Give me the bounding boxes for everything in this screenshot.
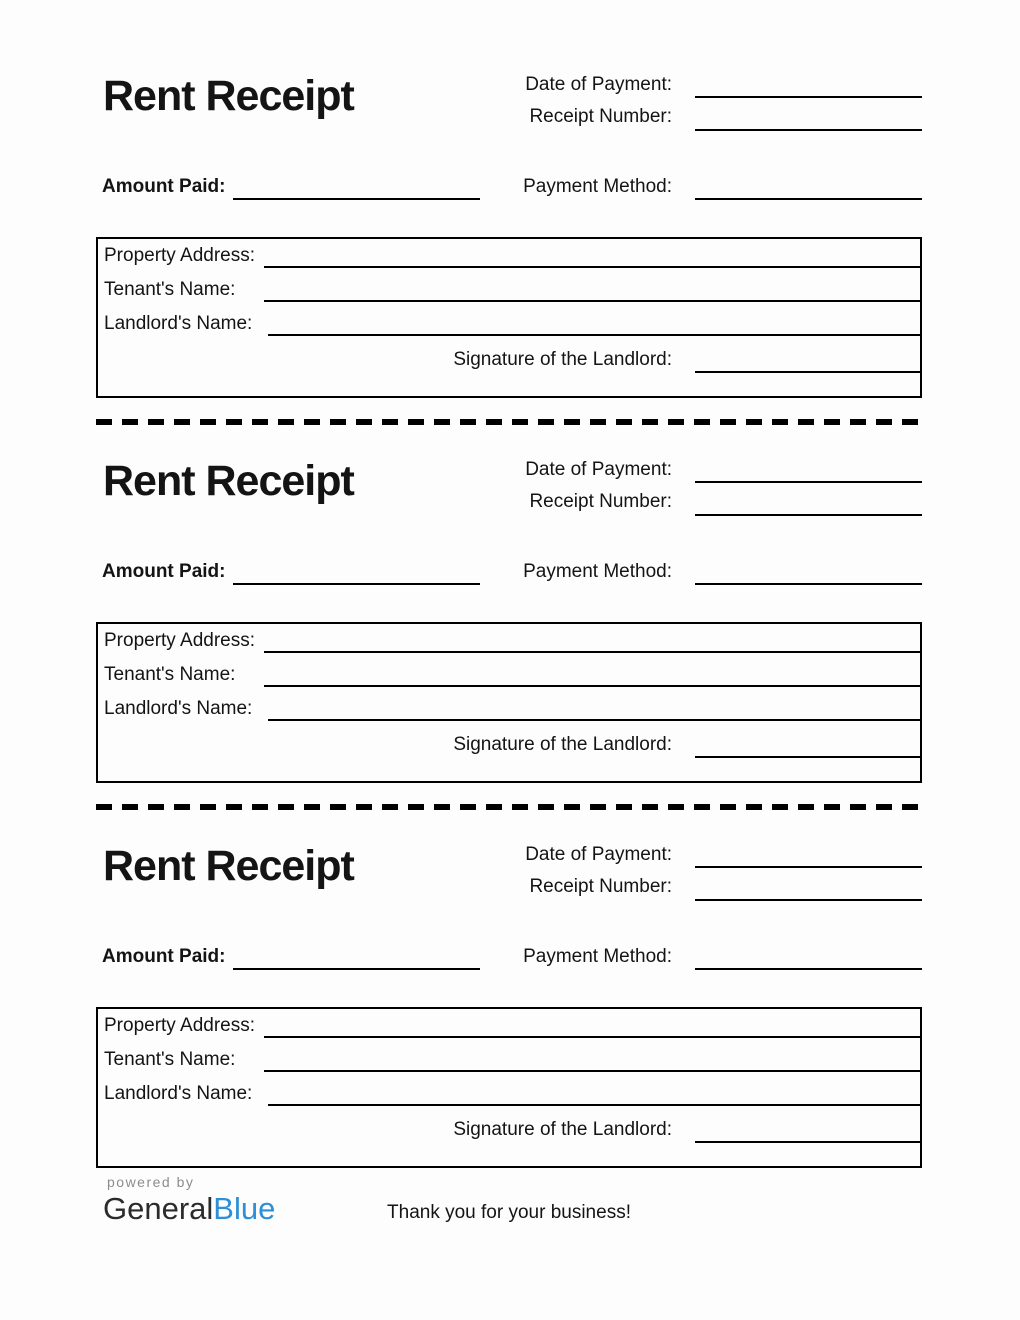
tenants-name-label: Tenant's Name: (104, 664, 236, 685)
tenants-name-field[interactable] (264, 1070, 920, 1072)
landlords-name-label: Landlord's Name: (104, 313, 253, 334)
signature-label: Signature of the Landlord: (453, 349, 672, 370)
payment-method-label: Payment Method: (523, 946, 672, 967)
property-address-label: Property Address: (104, 630, 256, 651)
brand-general: General (103, 1191, 214, 1226)
tenant-landlord-box (96, 1007, 922, 1168)
brand-blue: Blue (213, 1191, 276, 1226)
receipt-title: Rent Receipt (103, 457, 354, 505)
signature-field[interactable] (695, 371, 920, 373)
rent-receipt-section-3 (96, 828, 922, 1213)
tenants-name-field[interactable] (264, 685, 920, 687)
property-address-label: Property Address: (104, 1015, 256, 1036)
payment-method-field[interactable] (695, 198, 922, 200)
landlords-name-label: Landlord's Name: (104, 698, 253, 719)
signature-field[interactable] (695, 1141, 920, 1143)
payment-method-field[interactable] (695, 583, 922, 585)
cut-line-separator (96, 419, 922, 425)
thank-you-message: Thank you for your business! (387, 1202, 631, 1223)
document-content (96, 58, 922, 1213)
property-address-label: Property Address: (104, 245, 256, 266)
tenants-name-label: Tenant's Name: (104, 1049, 236, 1070)
receipt-number-label: Receipt Number: (529, 491, 672, 512)
amount-paid-field[interactable] (233, 198, 480, 200)
tenants-name-field[interactable] (264, 300, 920, 302)
property-address-field[interactable] (264, 266, 920, 268)
payment-method-field[interactable] (695, 968, 922, 970)
receipt-title: Rent Receipt (103, 842, 354, 890)
signature-label: Signature of the Landlord: (453, 734, 672, 755)
amount-paid-field[interactable] (233, 583, 480, 585)
powered-by-text: powered by (107, 1174, 195, 1190)
date-of-payment-field[interactable] (695, 481, 922, 483)
landlords-name-field[interactable] (268, 719, 920, 721)
landlords-name-field[interactable] (268, 334, 920, 336)
date-of-payment-label: Date of Payment: (525, 459, 672, 480)
tenant-landlord-box (96, 237, 922, 398)
signature-label: Signature of the Landlord: (453, 1119, 672, 1140)
tenants-name-label: Tenant's Name: (104, 279, 236, 300)
date-of-payment-label: Date of Payment: (525, 844, 672, 865)
date-of-payment-label: Date of Payment: (525, 74, 672, 95)
receipt-number-field[interactable] (695, 129, 922, 131)
payment-method-label: Payment Method: (523, 561, 672, 582)
amount-paid-label: Amount Paid: (102, 176, 226, 197)
receipt-number-field[interactable] (695, 514, 922, 516)
tenant-landlord-box (96, 622, 922, 783)
receipt-number-field[interactable] (695, 899, 922, 901)
receipt-number-label: Receipt Number: (529, 876, 672, 897)
property-address-field[interactable] (264, 651, 920, 653)
amount-paid-label: Amount Paid: (102, 946, 226, 967)
landlords-name-label: Landlord's Name: (104, 1083, 253, 1104)
cut-line-separator (96, 804, 922, 810)
receipt-number-label: Receipt Number: (529, 106, 672, 127)
payment-method-label: Payment Method: (523, 176, 672, 197)
signature-field[interactable] (695, 756, 920, 758)
amount-paid-field[interactable] (233, 968, 480, 970)
date-of-payment-field[interactable] (695, 866, 922, 868)
rent-receipt-section-2 (96, 443, 922, 828)
date-of-payment-field[interactable] (695, 96, 922, 98)
rent-receipt-section-1 (96, 58, 922, 443)
amount-paid-label: Amount Paid: (102, 561, 226, 582)
property-address-field[interactable] (264, 1036, 920, 1038)
landlords-name-field[interactable] (268, 1104, 920, 1106)
receipt-title: Rent Receipt (103, 72, 354, 120)
